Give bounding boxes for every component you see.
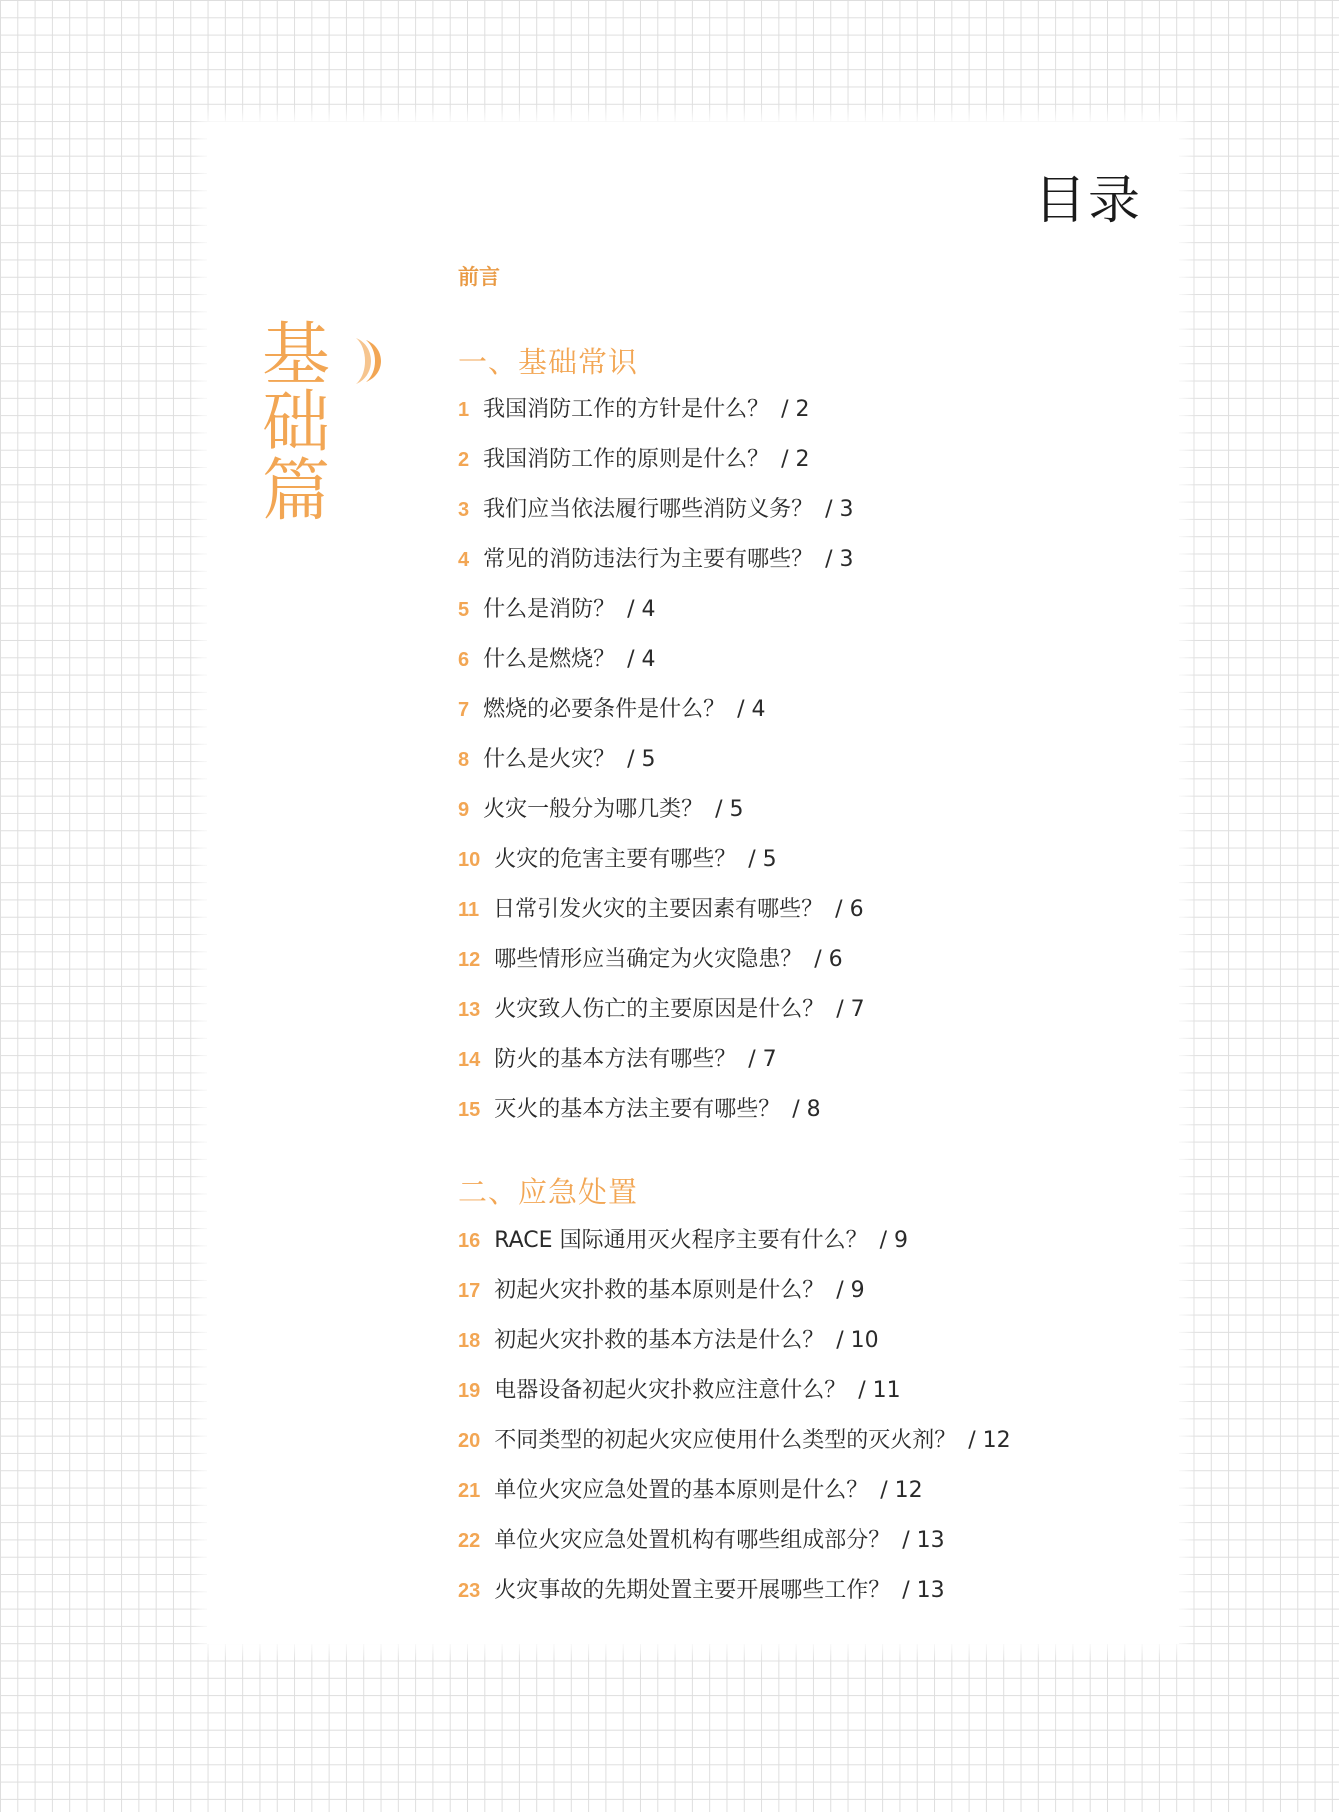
toc-entry[interactable] — [458, 1223, 908, 1255]
entry-question: 什么是消防？ — [483, 597, 616, 622]
toc-entry[interactable] — [458, 1423, 1011, 1455]
entry-question: 我国消防工作的方针是什么？ — [483, 397, 770, 422]
entry-number: 23 — [458, 1580, 481, 1602]
entry-page: / 5 — [715, 797, 744, 822]
entry-number: 20 — [458, 1430, 481, 1452]
section-title: 一、基础常识 — [458, 345, 639, 379]
entry-number: 12 — [458, 949, 481, 971]
entry-number: 16 — [458, 1230, 481, 1252]
entry-question: 单位火灾应急处置的基本原则是什么？ — [494, 1478, 869, 1503]
entry-page: / 9 — [836, 1278, 865, 1303]
part-title-char: 础 — [262, 384, 331, 463]
entry-question: 什么是火灾？ — [483, 747, 616, 772]
entry-question: 不同类型的初起火灾应使用什么类型的灭火剂？ — [494, 1428, 957, 1453]
entry-number: 7 — [458, 699, 470, 721]
toc-entry[interactable] — [458, 842, 777, 874]
page-title: 目录 — [1033, 171, 1142, 231]
entry-question: RACE 国际通用灭火程序主要有什么？ — [494, 1228, 868, 1253]
entry-question: 我国消防工作的原则是什么？ — [483, 447, 770, 472]
entry-number: 21 — [458, 1480, 481, 1502]
toc-entry[interactable] — [458, 492, 854, 524]
entry-page: / 5 — [748, 847, 777, 872]
toc-entry[interactable] — [458, 392, 810, 424]
entry-question: 我们应当依法履行哪些消防义务？ — [483, 497, 814, 522]
entry-number: 1 — [458, 399, 470, 421]
toc-entry[interactable] — [458, 892, 864, 924]
toc-entry[interactable] — [458, 1373, 901, 1405]
entry-question: 初起火灾扑救的基本方法是什么？ — [494, 1328, 825, 1353]
entry-question: 火灾一般分为哪几类？ — [483, 797, 704, 822]
toc-entry[interactable] — [458, 792, 744, 824]
entry-number: 5 — [458, 599, 470, 621]
entry-page: / 9 — [879, 1228, 908, 1253]
entry-page: / 4 — [627, 597, 656, 622]
chevron-right-icon — [354, 336, 390, 386]
entry-question: 灭火的基本方法主要有哪些？ — [494, 1097, 781, 1122]
entry-page: / 2 — [781, 447, 810, 472]
entry-page: / 8 — [792, 1097, 821, 1122]
entry-number: 4 — [458, 549, 470, 571]
entry-number: 6 — [458, 649, 470, 671]
entry-page: / 13 — [902, 1528, 945, 1553]
entry-number: 10 — [458, 849, 481, 871]
entry-question: 常见的消防违法行为主要有哪些？ — [483, 547, 814, 572]
entry-question: 防火的基本方法有哪些？ — [494, 1047, 737, 1072]
entry-page: / 4 — [737, 697, 766, 722]
part-title-char: 篇 — [262, 452, 331, 531]
entry-number: 3 — [458, 499, 470, 521]
entry-page: / 6 — [814, 947, 843, 972]
entry-number: 19 — [458, 1380, 481, 1402]
entry-question: 火灾事故的先期处置主要开展哪些工作？ — [494, 1578, 891, 1603]
entry-page: / 12 — [880, 1478, 923, 1503]
entry-page: / 12 — [968, 1428, 1011, 1453]
entry-page: / 11 — [858, 1378, 901, 1403]
entry-page: / 7 — [836, 997, 865, 1022]
entry-question: 火灾致人伤亡的主要原因是什么？ — [494, 997, 825, 1022]
entry-question: 电器设备初起火灾扑救应注意什么？ — [494, 1378, 847, 1403]
toc-entry[interactable] — [458, 642, 656, 674]
entry-question: 日常引发火灾的主要因素有哪些？ — [493, 897, 824, 922]
toc-entry[interactable] — [458, 1523, 945, 1555]
entry-page: / 7 — [748, 1047, 777, 1072]
entry-number: 15 — [458, 1099, 481, 1121]
entry-page: / 10 — [836, 1328, 879, 1353]
toc-entry[interactable] — [458, 1273, 865, 1305]
entry-number: 22 — [458, 1530, 481, 1552]
part-title — [262, 316, 342, 531]
entry-number: 2 — [458, 449, 470, 471]
section-title: 二、应急处置 — [458, 1175, 639, 1209]
entry-page: / 6 — [835, 897, 864, 922]
toc-entry[interactable] — [458, 1323, 879, 1355]
part-title-char: 基 — [262, 316, 331, 395]
entry-question: 燃烧的必要条件是什么？ — [483, 697, 726, 722]
entry-question: 初起火灾扑救的基本原则是什么？ — [494, 1278, 825, 1303]
toc-entry[interactable] — [458, 542, 854, 574]
entry-page: / 3 — [825, 497, 854, 522]
entry-number: 18 — [458, 1330, 481, 1352]
toc-entry[interactable] — [458, 692, 766, 724]
entry-page: / 4 — [627, 647, 656, 672]
toc-entry[interactable] — [458, 1573, 945, 1605]
entry-number: 14 — [458, 1049, 481, 1071]
toc-entry[interactable] — [458, 992, 865, 1024]
entry-question: 哪些情形应当确定为火灾隐患？ — [494, 947, 803, 972]
preface-link[interactable]: 前言 — [458, 265, 500, 289]
entry-page: / 3 — [825, 547, 854, 572]
entry-page: / 13 — [902, 1578, 945, 1603]
toc-entry[interactable] — [458, 592, 656, 624]
entry-page: / 2 — [781, 397, 810, 422]
entry-number: 13 — [458, 999, 481, 1021]
toc-entry[interactable] — [458, 1042, 777, 1074]
entry-number: 8 — [458, 749, 470, 771]
entry-page: / 5 — [627, 747, 656, 772]
toc-entry[interactable] — [458, 1473, 923, 1505]
toc-entry[interactable] — [458, 1092, 821, 1124]
entry-number: 9 — [458, 799, 470, 821]
entry-question: 火灾的危害主要有哪些？ — [494, 847, 737, 872]
toc-entry[interactable] — [458, 742, 656, 774]
entry-question: 单位火灾应急处置机构有哪些组成部分？ — [494, 1528, 891, 1553]
toc-entry[interactable] — [458, 942, 843, 974]
page-card — [207, 122, 1179, 1644]
toc-entry[interactable] — [458, 442, 810, 474]
entry-number: 11 — [458, 899, 480, 921]
entry-number: 17 — [458, 1280, 481, 1302]
entry-question: 什么是燃烧？ — [483, 647, 616, 672]
